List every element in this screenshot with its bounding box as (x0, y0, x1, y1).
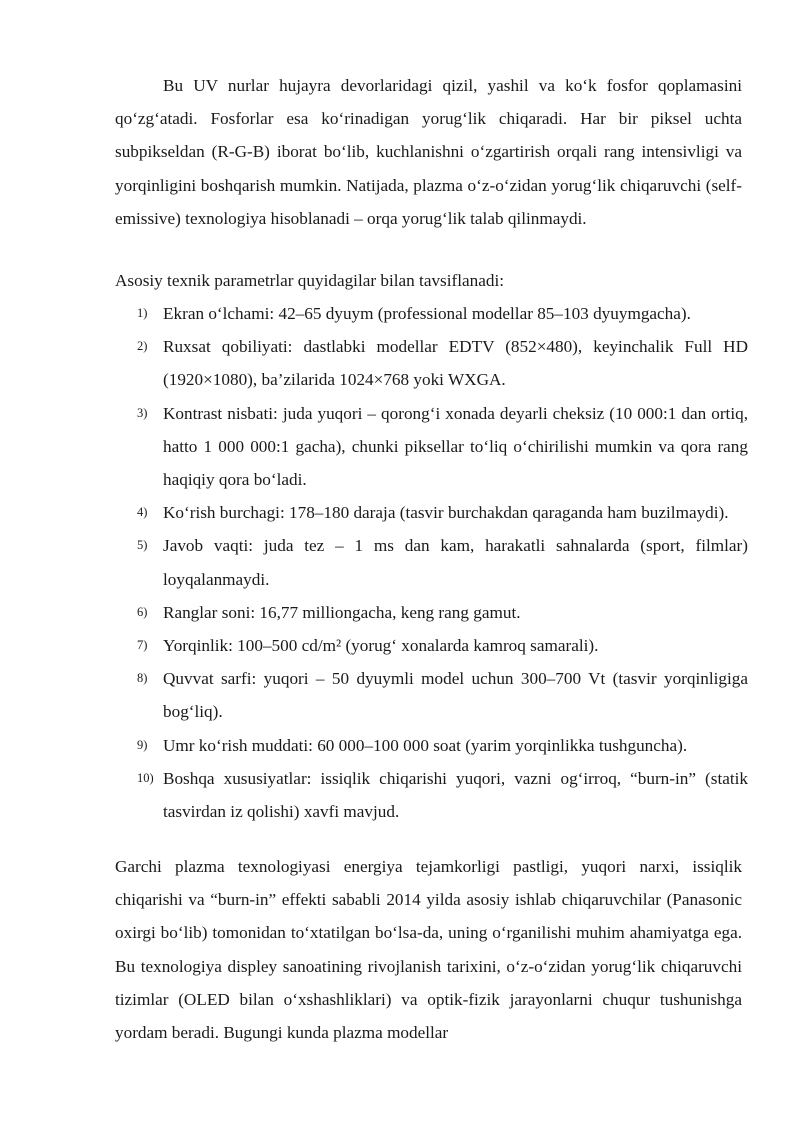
list-item-text: Yorqinlik: 100–500 cd/m² (yorug‘ xonalarda kamroq samarali). (163, 636, 599, 656)
list-item-text: Boshqa xususiyatlar: issiqlik chiqarishi yuqori, vazni og‘irroq, “burn-in” (statik tasvirdan iz qolishi) xavfi mavjud. (163, 768, 748, 822)
list-item-text: Ko‘rish burchagi: 178–180 daraja (tasvir burchakdan qaraganda ham buzilmaydi). (163, 503, 729, 523)
list-item-number: 4) (137, 505, 148, 520)
intro-paragraph: Bu UV nurlar hujayra devorlaridagi qizil, yashil va ko‘k fosfor qoplamasini qo‘zg‘atadi. Fosforlar esa ko‘rinadigan yorug‘lik chiqaradi. Har bir piksel uchta subpikseldan (R-G-B) iborat bo‘lib, kuchlanishni o‘zgartirish orqali rang intensivligi va yorqinligini boshqarish mumkin. Natijada, plazma o‘z-o‘zidan yorug‘lik chiqaruvchi (self-emissive) texnologiya hisoblanadi – orqa yorug‘lik talab qilinmaydi. (115, 76, 742, 228)
list-item (0, 529, 800, 595)
list-item (0, 330, 800, 396)
list-item-number: 1) (137, 306, 148, 320)
parameter-list (0, 297, 800, 828)
list-item-text: Umr ko‘rish muddati: 60 000–100 000 soat (yarim yorqinlikka tushguncha). (163, 735, 688, 755)
list-item (0, 662, 800, 728)
list-item-number: 10) (137, 770, 154, 785)
list-item-number: 6) (137, 604, 148, 619)
closing-paragraph: Garchi plazma texnologiyasi energiya tejamkorligi pastligi, yuqori narxi, issiqlik chiqarishi va “burn-in” effekti sababli 2014 yilda asosiy ishlab chiqaruvchilar (Panasonic oxirgi bo‘lib) tomonidan to‘xtatilgan bo‘lsa-da, uning o‘rganilishi muhim ahamiyatga ega. Bu texnologiya displey sanoatining rivojlanish tarixini, o‘z-o‘zidan yorug‘lik chiqaruvchi tizimlar (OLED bilan o‘xshashliklari) va optik-fizik jarayonlarni chuqur tushunishga yordam beradi. Bugungi kunda plazma modellar (115, 857, 742, 1043)
list-item (0, 397, 800, 497)
list-item-text: Ekran o‘lchami: 42–65 dyuym (professional modellar 85–103 dyuymgacha). (163, 304, 691, 323)
list-item-text: Quvvat sarfi: yuqori – 50 dyuymli model uchun 300–700 Vt (tasvir yorqinligiga bog‘liq). (163, 669, 748, 722)
list-item-number: 9) (137, 737, 148, 752)
list-item-number: 8) (137, 671, 148, 686)
list-item-text: Ruxsat qobiliyati: dastlabki modellar EDTV (852×480), keyinchalik Full HD (1920×1080), ba’zilarida 1024×768 yoki WXGA. (163, 337, 748, 390)
list-item (0, 496, 800, 529)
list-item-number: 2) (137, 339, 148, 354)
list-item (0, 762, 800, 828)
list-item-number: 5) (137, 538, 148, 553)
list-item (0, 729, 800, 762)
list-item-number: 3) (137, 405, 148, 420)
list-item (0, 596, 800, 629)
list-item-text: Kontrast nisbati: juda yuqori – qorong‘i xonada deyarli cheksiz (10 000:1 dan ortiq, hatto 1 000 000:1 gacha), chunki piksellar to‘liq o‘chirilishi mumkin va qora rang haqiqiy qora bo‘ladi. (163, 403, 748, 490)
list-item-number: 7) (137, 638, 148, 653)
list-heading: Asosiy texnik parametrlar quyidagilar bilan tavsiflanadi: (115, 271, 504, 290)
list-item (0, 629, 800, 662)
list-item-text: Javob vaqti: juda tez – 1 ms dan kam, harakatli sahnalarda (sport, filmlar) loyqalanmaydi. (163, 536, 748, 589)
list-item-text: Ranglar soni: 16,77 milliongacha, keng rang gamut. (163, 602, 521, 622)
list-item (0, 297, 800, 330)
